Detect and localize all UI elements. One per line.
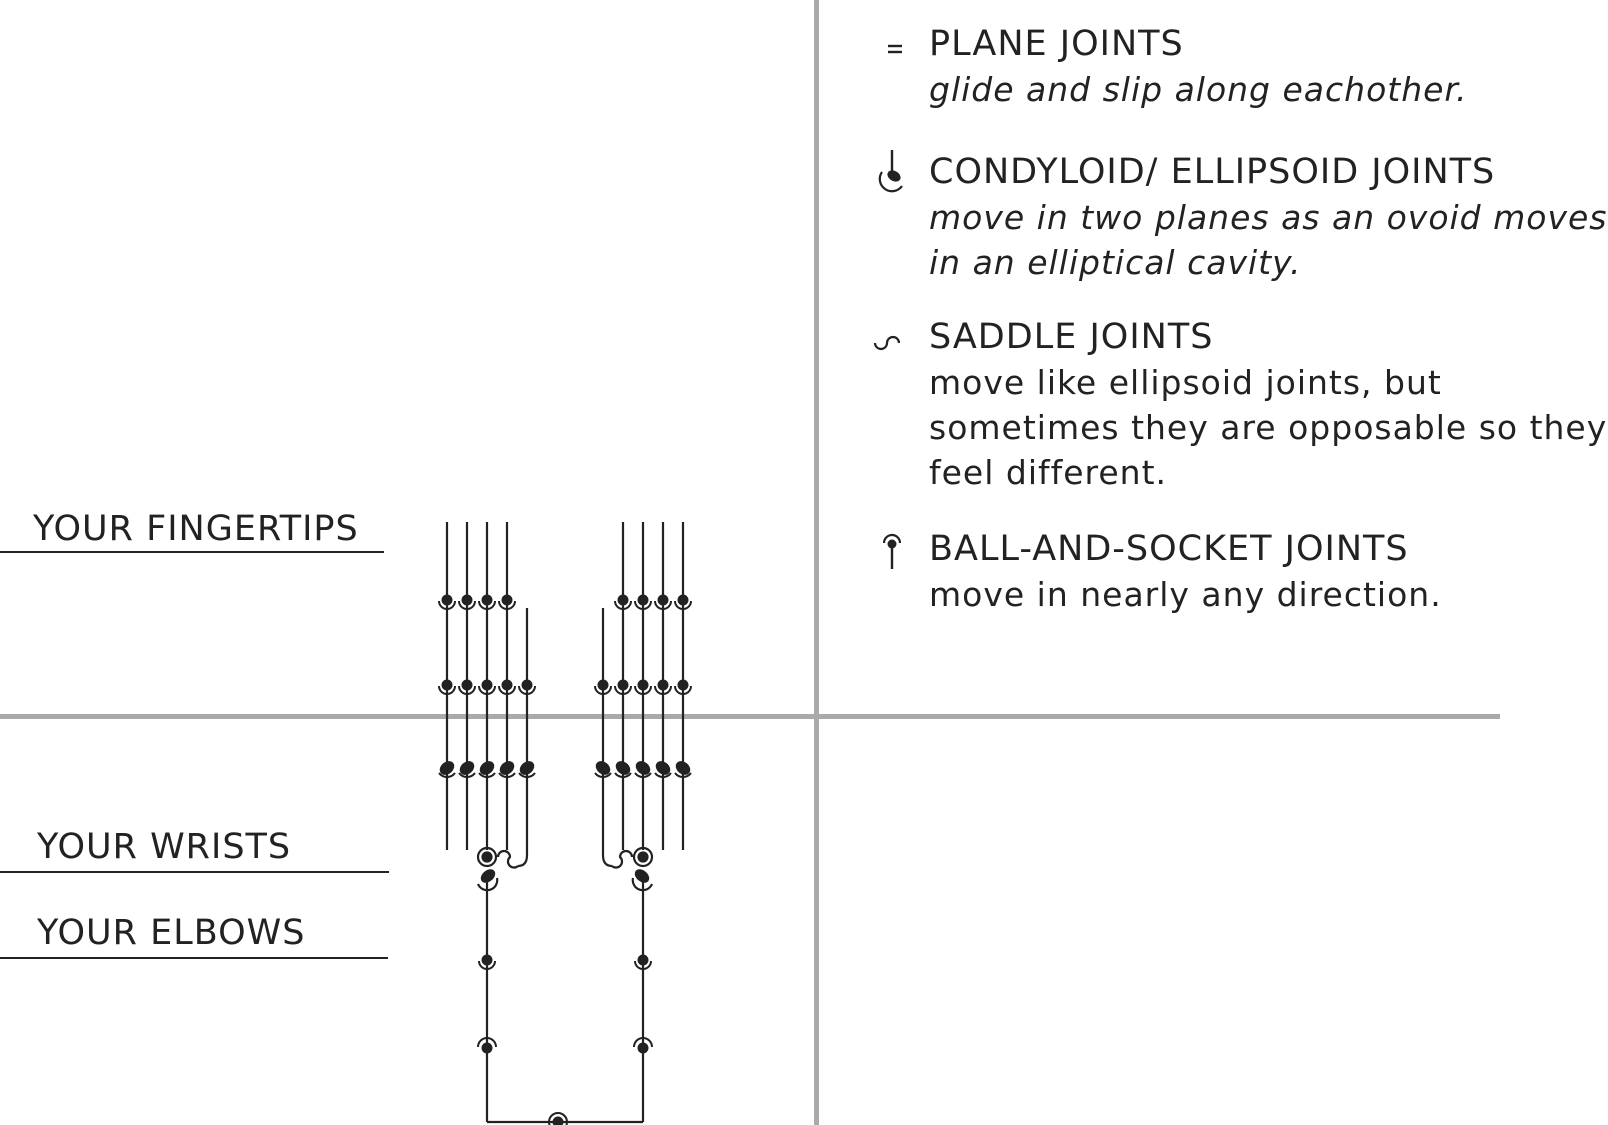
thumb-bone: [518, 855, 527, 866]
fingertips-label: YOUR FINGERTIPS: [33, 509, 359, 549]
wrists-label: YOUR WRISTS: [37, 827, 292, 867]
condyloid-joint: [498, 760, 515, 777]
legend-title: CONDYLOID/ ELLIPSOID JOINTS: [929, 152, 1496, 192]
condyloid-joint: [438, 760, 455, 777]
legend-title: SADDLE JOINTS: [929, 317, 1214, 357]
legend-desc: feel different.: [929, 453, 1168, 492]
condyloid-joint: [518, 760, 535, 777]
legend-desc: glide and slip along eachother.: [929, 70, 1468, 109]
wrist-saddle-joint: [498, 851, 518, 868]
thumb-bone: [603, 855, 612, 866]
legend-title: PLANE JOINTS: [929, 24, 1184, 64]
spine-ball-joint: [549, 1113, 567, 1125]
legend-title: BALL-AND-SOCKET JOINTS: [929, 529, 1409, 569]
condyloid-joint: [614, 760, 631, 777]
condyloid-joint: [674, 760, 691, 777]
wrist-ball-joint: [478, 848, 496, 866]
condyloid-joint: [654, 760, 671, 777]
legend-desc: move in two planes as an ovoid moves: [929, 198, 1608, 237]
legend-desc: move in nearly any direction.: [929, 575, 1442, 614]
condyloid-joint: [458, 760, 475, 777]
wrist-ball-joint: [634, 848, 652, 866]
legend-desc: move like ellipsoid joints, but: [929, 363, 1442, 402]
elbows-label: YOUR ELBOWS: [37, 913, 306, 953]
wrist-saddle-joint: [612, 851, 632, 868]
legend-desc: sometimes they are opposable so they: [929, 408, 1608, 447]
condyloid-joint: [478, 760, 495, 777]
condyloid-joint: [594, 760, 611, 777]
condyloid-joint: [634, 760, 651, 777]
legend-desc: in an elliptical cavity.: [929, 243, 1302, 282]
